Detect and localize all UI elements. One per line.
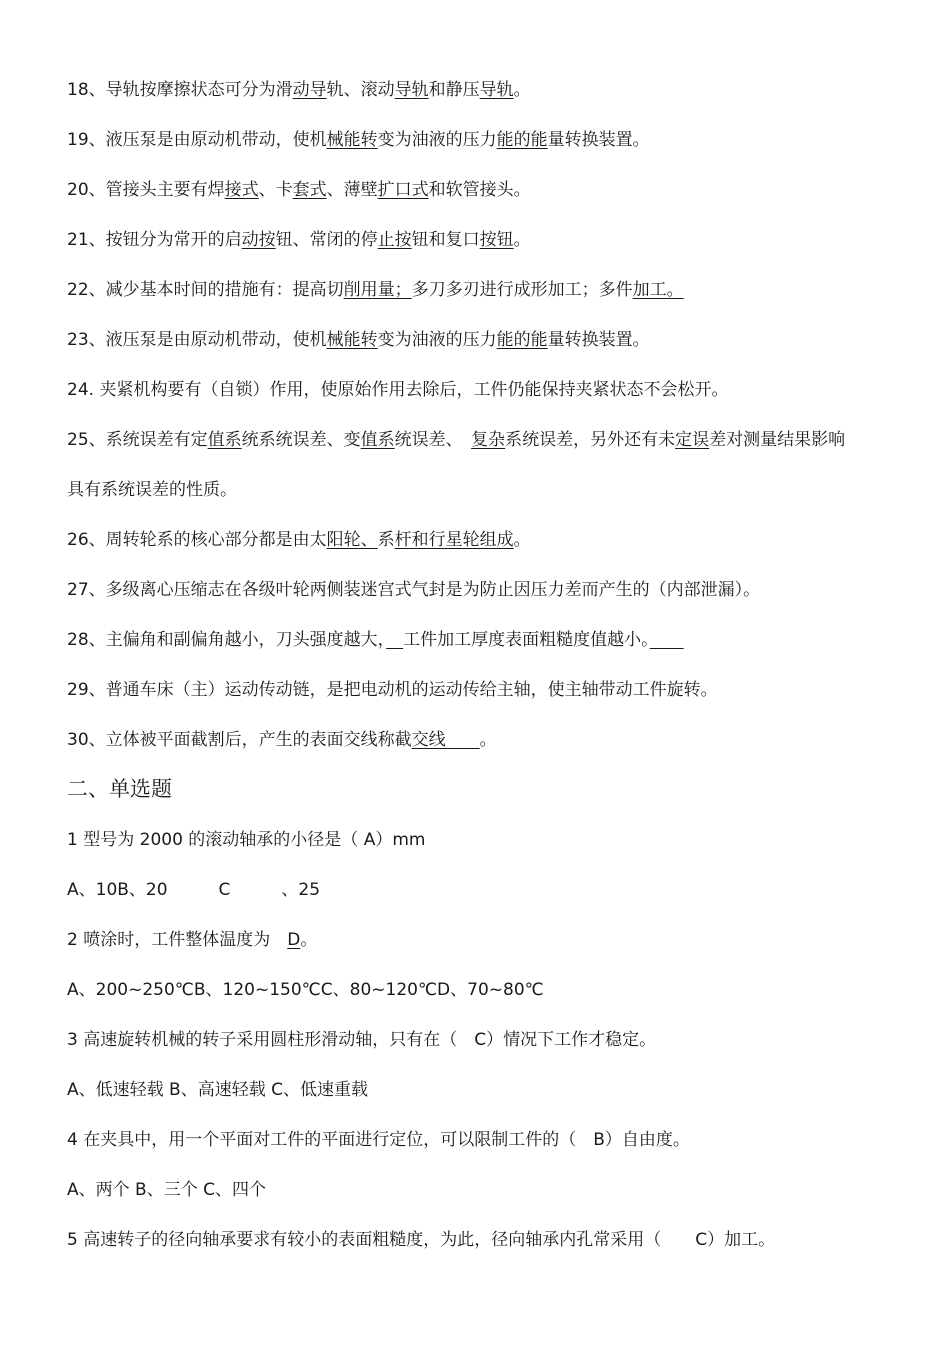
text-segment: 轨、滚动	[326, 80, 395, 100]
text-segment: A、10B、20 C 、25	[67, 880, 321, 900]
text-segment: 24. 夹紧机构要有（自锁）作用，使原始作用去除后，工件仍能保持夹紧状态不会松开。	[67, 380, 729, 400]
text-line	[67, 129, 650, 151]
underlined-answer: 导轨	[479, 80, 514, 100]
text-segment: 30、立体被平面截割后，产生的表面交线称截	[67, 730, 412, 750]
text-segment: 多刀多刃进行成形加工；多件	[411, 280, 633, 300]
text-line	[67, 429, 845, 451]
text-line	[67, 229, 531, 251]
text-segment: 5 高速转子的径向轴承要求有较小的表面粗糙度，为此，径向轴承内孔常采用（ C）加工。	[67, 1230, 776, 1250]
text-segment: 1 型号为 2000 的滚动轴承的小径是（ A）mm	[67, 830, 426, 850]
text-line	[67, 979, 544, 1001]
text-line	[67, 879, 320, 901]
underlined-answer: 套式	[292, 180, 327, 200]
text-segment: 量转换装置。	[547, 330, 650, 350]
text-segment: 和软管接头。	[428, 180, 531, 200]
text-segment: 25、系统误差有定	[67, 430, 208, 450]
text-line	[67, 679, 718, 701]
text-line	[67, 1229, 775, 1251]
text-line	[67, 1179, 266, 1201]
text-segment: 、卡	[258, 180, 293, 200]
text-line	[67, 179, 531, 201]
underlined-answer: 导轨	[394, 80, 429, 100]
text-segment: 工件加工厚度表面粗糙度值越小。	[403, 630, 650, 650]
underlined-answer: 定误	[675, 430, 710, 450]
text-line	[67, 729, 497, 751]
underlined-answer: 动按	[241, 230, 276, 250]
text-segment: 28、主偏角和副偏角越小，刀头强度越大，	[67, 630, 387, 650]
text-segment: 4 在夹具中，用一个平面对工件的平面进行定位，可以限制工件的（ B）自由度。	[67, 1130, 690, 1150]
text-segment: 变为油液的压力	[377, 130, 497, 150]
text-line	[67, 79, 531, 101]
underlined-answer: 复杂	[471, 430, 506, 450]
text-line	[67, 929, 317, 951]
text-segment: A、两个 B、三个 C、四个	[67, 1180, 266, 1200]
text-segment: 。	[513, 530, 531, 550]
text-segment: 、薄壁	[326, 180, 378, 200]
underlined-answer: 能的能	[496, 130, 548, 150]
underlined-answer: 动导	[292, 80, 327, 100]
underlined-answer: 械能转	[326, 130, 378, 150]
text-segment: A、200~250℃B、120~150℃C、80~120℃D、70~80℃	[67, 980, 544, 1000]
text-line	[67, 1079, 368, 1101]
text-line	[67, 529, 531, 551]
text-segment: 统误差、	[394, 430, 472, 450]
section-heading	[67, 776, 172, 802]
text-segment: 差对测量结果影响	[709, 430, 846, 450]
text-segment: 钮和复口	[411, 230, 480, 250]
text-segment: 系	[377, 530, 395, 550]
text-segment: 量转换装置。	[547, 130, 650, 150]
text-segment: 。	[300, 930, 318, 950]
text-segment: 2 喷涂时，工件整体温度为	[67, 930, 288, 950]
underlined-answer: 械能转	[326, 330, 378, 350]
underlined-answer: 交线	[411, 730, 480, 750]
underlined-answer	[650, 630, 684, 650]
underlined-answer: 杆和行星轮组成	[394, 530, 514, 550]
text-segment: 钮、常闭的停	[275, 230, 378, 250]
text-segment: 。	[513, 80, 531, 100]
text-segment: 。	[479, 730, 497, 750]
text-segment: 22、减少基本时间的措施有：提高切	[67, 280, 344, 300]
text-line	[67, 279, 684, 301]
underlined-answer: 值系	[207, 430, 242, 450]
text-line	[67, 829, 425, 851]
text-segment: A、低速轻载 B、高速轻载 C、低速重载	[67, 1080, 368, 1100]
text-segment: 系统误差，另外还有未	[505, 430, 676, 450]
underlined-answer: 扩口式	[377, 180, 429, 200]
underlined-answer: 按钮	[479, 230, 514, 250]
underlined-answer	[386, 630, 403, 650]
underlined-answer: D	[287, 930, 301, 950]
text-segment: 18、导轨按摩擦状态可分为滑	[67, 80, 293, 100]
text-line	[67, 329, 650, 351]
underlined-answer: 能的能	[496, 330, 548, 350]
underlined-answer: 值系	[360, 430, 395, 450]
underlined-answer: 削用量；	[343, 280, 412, 300]
text-line	[67, 579, 760, 601]
text-segment: 变为油液的压力	[377, 330, 497, 350]
text-segment: 和静压	[428, 80, 480, 100]
text-line	[67, 629, 684, 651]
text-line	[67, 1029, 656, 1051]
text-segment: 27、多级离心压缩志在各级叶轮两侧装迷宫式气封是为防止因压力差而产生的（内部泄漏）。	[67, 580, 761, 600]
text-segment: 。	[513, 230, 531, 250]
text-line	[67, 479, 237, 501]
underlined-answer: 加工。	[632, 280, 684, 300]
text-segment: 3 高速旋转机械的转子采用圆柱形滑动轴，只有在（ C）情况下工作才稳定。	[67, 1030, 657, 1050]
text-segment: 二、单选题	[67, 777, 172, 801]
text-segment: 23、液压泵是由原动机带动，使机	[67, 330, 327, 350]
underlined-answer: 接式	[224, 180, 259, 200]
underlined-answer: 阳轮、	[326, 530, 378, 550]
text-line	[67, 1129, 690, 1151]
text-segment: 29、普通车床（主）运动传动链，是把电动机的运动传给主轴，使主轴带动工件旋转。	[67, 680, 718, 700]
text-segment: 26、周转轮系的核心部分都是由太	[67, 530, 327, 550]
text-segment: 19、液压泵是由原动机带动，使机	[67, 130, 327, 150]
text-segment: 20、管接头主要有焊	[67, 180, 225, 200]
text-segment: 21、按钮分为常开的启	[67, 230, 242, 250]
underlined-answer: 止按	[377, 230, 412, 250]
text-segment: 统系统误差、变	[241, 430, 361, 450]
text-line	[67, 379, 728, 401]
text-segment: 具有系统误差的性质。	[67, 480, 237, 500]
